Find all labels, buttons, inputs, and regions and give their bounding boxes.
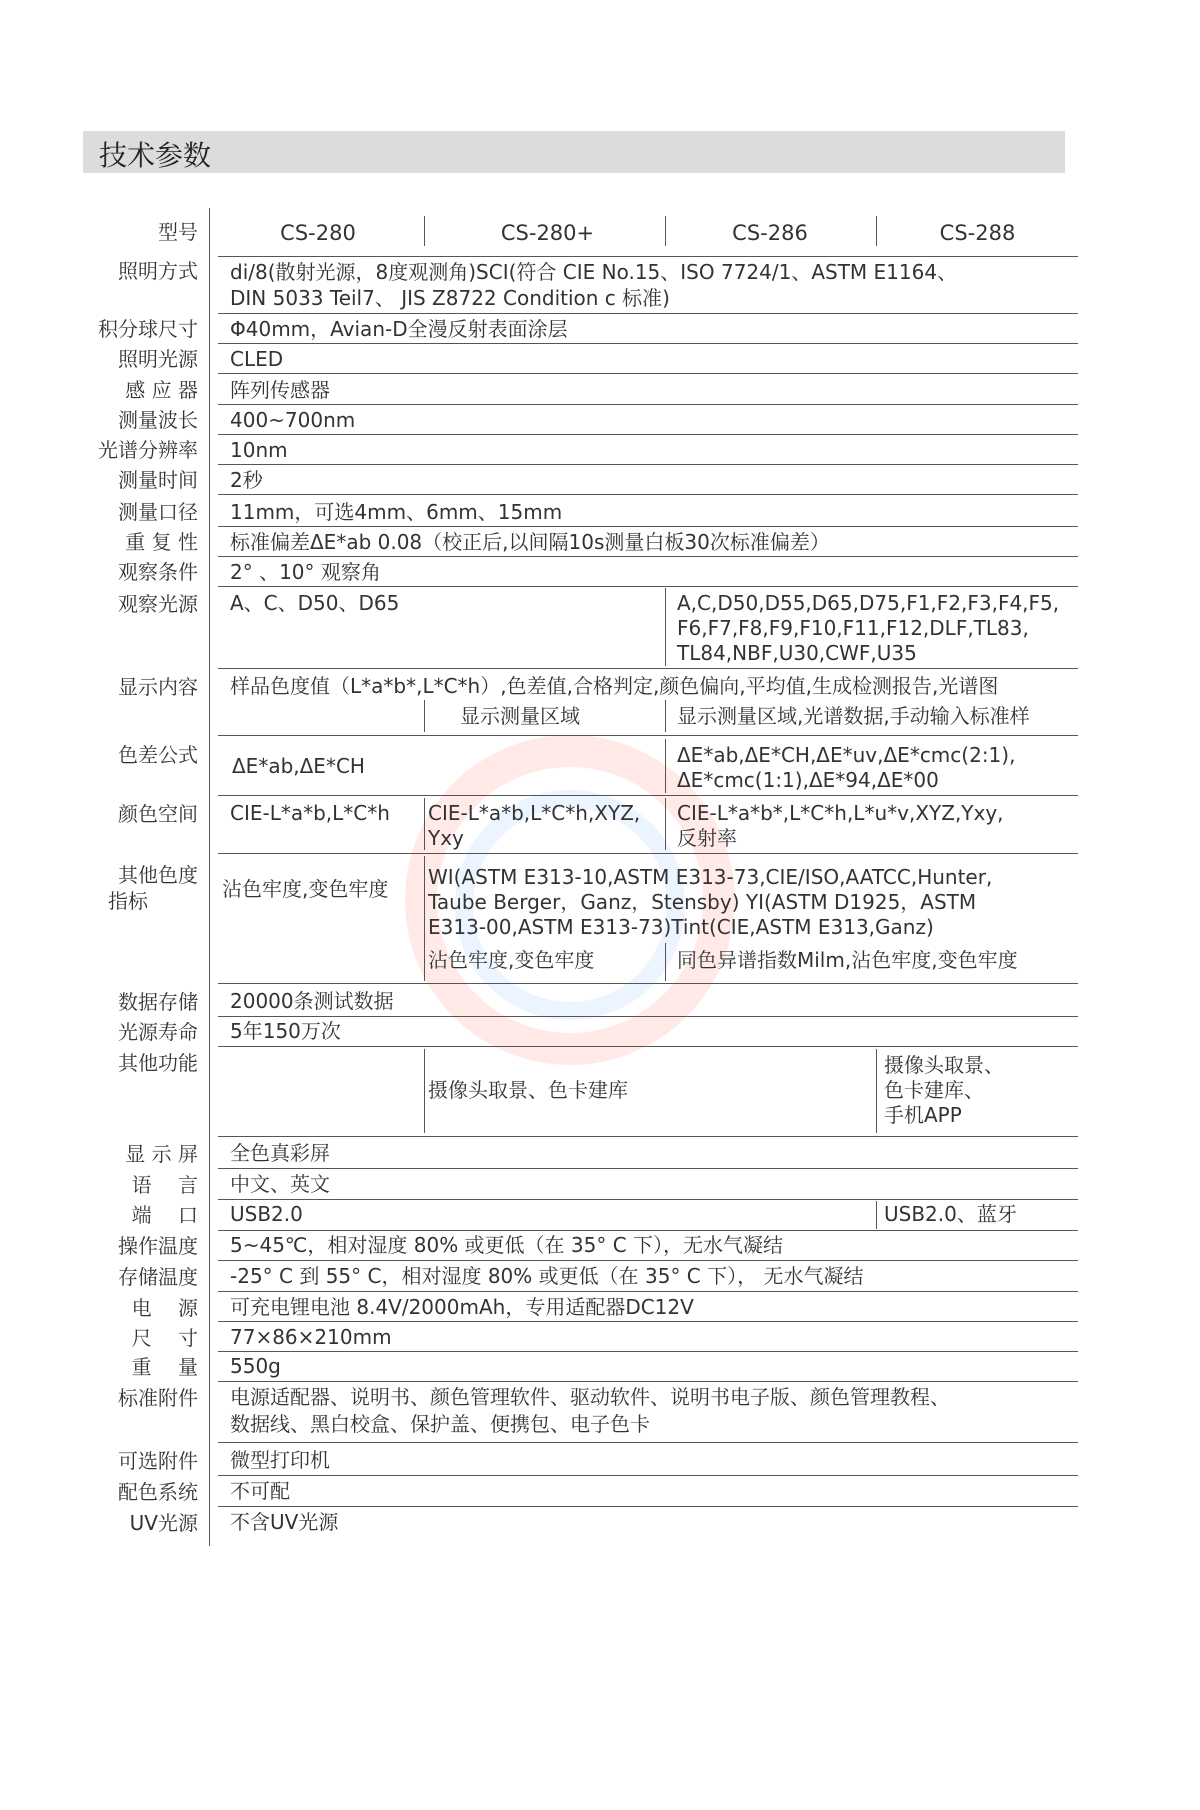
value-light-source: CLED: [230, 347, 284, 371]
section-title: 技术参数: [99, 139, 212, 172]
row-divider: [218, 556, 1078, 557]
label-optional-accessories: 可选附件: [118, 1449, 198, 1473]
col-divider: [424, 700, 425, 732]
label-model: 型号: [158, 220, 198, 244]
row-divider: [218, 404, 1078, 405]
value-resolution: 10nm: [230, 438, 288, 462]
section-title-bar: [83, 131, 1065, 173]
col-divider: [876, 216, 877, 246]
col-divider: [876, 1201, 877, 1229]
value-lighting-mode-line1: di/8(散射光源，8度观测角)SCI(符合 CIE No.15、ISO 7724/1、ASTM E1164、: [230, 260, 958, 284]
label-other-functions: 其他功能: [118, 1051, 198, 1075]
value-standard-accessories-line2: 数据线、黑白校盒、保护盖、便携包、电子色卡: [230, 1412, 650, 1436]
value-color-space-full-line1: CIE-L*a*b*,L*C*h,L*u*v,XYZ,Yxy,: [677, 801, 1004, 825]
row-divider: [218, 434, 1078, 435]
row-divider: [218, 343, 1078, 344]
value-display-area-full: 显示测量区域,光谱数据,手动输入标准样: [677, 704, 1030, 728]
label-storage: 数据存储: [118, 990, 198, 1014]
row-divider: [218, 313, 1078, 314]
value-weight: 550g: [230, 1354, 281, 1378]
value-color-space-mid-line2: Yxy: [428, 826, 464, 850]
value-other-index-basic: 沾色牢度,变色牢度: [222, 877, 389, 901]
col-divider: [665, 943, 666, 981]
label-operating-temp: 操作温度: [118, 1234, 198, 1258]
value-other-index-wi-line2: Taube Berger，Ganz，Stensby) YI(ASTM D1925，ASTM: [428, 890, 977, 914]
model-cs-286: CS-286: [732, 221, 808, 245]
value-formula-full-line1: ΔE*ab,ΔE*CH,ΔE*uv,ΔE*cmc(2:1),: [677, 743, 1016, 767]
row-divider: [218, 586, 1078, 587]
row-divider: [218, 526, 1078, 527]
label-wavelength: 测量波长: [118, 408, 198, 432]
value-port-bluetooth: USB2.0、蓝牙: [884, 1202, 1017, 1226]
value-display-area: 显示测量区域: [460, 704, 580, 728]
value-storage: 20000条测试数据: [230, 989, 394, 1013]
row-divider: [218, 1136, 1078, 1137]
value-power: 可充电锂电池 8.4V/2000mAh，专用适配器DC12V: [230, 1295, 694, 1319]
row-divider: [218, 1442, 1078, 1443]
value-color-system: 不可配: [230, 1479, 290, 1503]
col-divider: [876, 1049, 877, 1133]
value-formula-basic: ΔE*ab,ΔE*CH: [232, 754, 365, 778]
row-divider: [218, 494, 1078, 495]
label-standard-accessories: 标准附件: [118, 1386, 198, 1410]
col-divider: [424, 856, 425, 981]
value-other-index-wi-line1: WI(ASTM E313-10,ASTM E313-73,CIE/ISO,AATCC,Hunter,: [428, 865, 993, 889]
col-divider: [424, 798, 425, 850]
label-lighting-mode: 照明方式: [118, 259, 198, 283]
value-sensor: 阵列传感器: [230, 378, 330, 402]
row-divider: [218, 1046, 1078, 1047]
label-aperture: 测量口径: [118, 500, 198, 524]
value-illuminant-full-line3: TL84,NBF,U30,CWF,U35: [677, 641, 917, 665]
row-divider: [218, 853, 1078, 854]
row-divider: [218, 1016, 1078, 1017]
col-divider: [665, 798, 666, 850]
row-divider: [218, 1168, 1078, 1169]
value-color-space-basic: CIE-L*a*b,L*C*h: [230, 801, 390, 825]
value-wavelength: 400~700nm: [230, 408, 356, 432]
col-divider: [665, 588, 666, 666]
label-display-content: 显示内容: [118, 675, 198, 699]
value-standard-accessories-line1: 电源适配器、说明书、颜色管理软件、驱动软件、说明书电子版、颜色管理教程、: [230, 1385, 950, 1409]
value-repeatability: 标准偏差ΔE*ab 0.08（校正后,以间隔10s测量白板30次标准偏差）: [230, 530, 830, 554]
value-color-space-mid-line1: CIE-L*a*b,L*C*h,XYZ,: [428, 801, 641, 825]
label-port: 端 口: [131, 1203, 198, 1227]
value-lighting-mode-line2: DIN 5033 Teil7、 JIS Z8722 Condition c 标准): [230, 286, 670, 310]
row-divider: [218, 464, 1078, 465]
row-divider: [218, 1291, 1078, 1292]
label-power: 电 源: [131, 1296, 198, 1320]
value-formula-full-line2: ΔE*cmc(1:1),ΔE*94,ΔE*00: [677, 768, 939, 792]
value-illuminant-full-line1: A,C,D50,D55,D65,D75,F1,F2,F3,F4,F5,: [677, 591, 1060, 615]
label-size: 尺 寸: [131, 1326, 198, 1350]
value-size: 77×86×210mm: [230, 1325, 392, 1349]
value-screen: 全色真彩屏: [230, 1141, 330, 1165]
col-divider: [424, 1049, 425, 1133]
value-storage-temp: -25° C 到 55° C，相对湿度 80% 或更低（在 35° C 下）， 无水气凝结: [230, 1264, 864, 1288]
value-other-functions-full-line1: 摄像头取景、: [884, 1053, 1004, 1077]
label-resolution: 光谱分辨率: [98, 438, 198, 462]
value-other-functions-full-line3: 手机APP: [884, 1103, 962, 1127]
value-sphere: Φ40mm，Avian-D全漫反射表面涂层: [230, 317, 568, 341]
row-divider: [218, 256, 1078, 257]
value-illuminant-basic: A、C、D50、D65: [230, 591, 400, 615]
label-time: 测量时间: [118, 468, 198, 492]
value-color-space-full-line2: 反射率: [677, 826, 737, 850]
label-weight: 重 量: [131, 1355, 198, 1379]
value-lifetime: 5年150万次: [230, 1019, 341, 1043]
row-divider: [218, 983, 1078, 984]
row-divider: [218, 1506, 1078, 1507]
col-divider: [665, 739, 666, 793]
value-illuminant-full-line2: F6,F7,F8,F9,F10,F11,F12,DLF,TL83,: [677, 616, 1029, 640]
label-color-space: 颜色空间: [118, 802, 198, 826]
value-display-content: 样品色度值（L*a*b*,L*C*h）,色差值,合格判定,颜色偏向,平均值,生成检测报告,光谱图: [230, 674, 999, 698]
row-divider: [218, 1230, 1078, 1231]
row-divider: [218, 795, 1078, 796]
row-divider: [218, 373, 1078, 374]
row-divider: [218, 1475, 1078, 1476]
label-uv-source: UV光源: [129, 1511, 198, 1535]
value-other-index-full: 同色异谱指数Milm,沾色牢度,变色牢度: [677, 948, 1018, 972]
label-column-divider: [209, 208, 210, 1546]
value-uv-source: 不含UV光源: [230, 1510, 339, 1534]
value-port: USB2.0: [230, 1202, 303, 1226]
label-sensor: 感 应 器: [125, 378, 198, 402]
label-language: 语 言: [131, 1173, 198, 1197]
model-cs-288: CS-288: [939, 221, 1016, 245]
model-cs-280-plus: CS-280+: [500, 221, 595, 245]
label-screen: 显 示 屏: [125, 1142, 198, 1166]
value-time: 2秒: [230, 468, 263, 492]
label-color-system: 配色系统: [118, 1480, 198, 1504]
label-formula: 色差公式: [118, 743, 198, 767]
label-other-index-line2: 指标: [108, 889, 148, 913]
value-observer: 2° 、10° 观察角: [230, 560, 381, 584]
row-divider: [218, 1321, 1078, 1322]
col-divider: [424, 216, 425, 246]
label-repeatability: 重 复 性: [125, 530, 198, 554]
value-aperture: 11mm，可选4mm、6mm、15mm: [230, 500, 563, 524]
value-other-functions-full-line2: 色卡建库、: [884, 1078, 984, 1102]
row-divider: [218, 1260, 1078, 1261]
label-sphere: 积分球尺寸: [98, 317, 198, 341]
row-divider: [218, 735, 1078, 736]
label-light-source: 照明光源: [118, 347, 198, 371]
label-observer: 观察条件: [118, 560, 198, 584]
label-illuminant: 观察光源: [118, 592, 198, 616]
value-optional-accessories: 微型打印机: [230, 1448, 330, 1472]
row-divider: [218, 1381, 1078, 1382]
row-divider: [218, 668, 1078, 669]
value-operating-temp: 5~45℃，相对湿度 80% 或更低（在 35° C 下），无水气凝结: [230, 1233, 784, 1257]
value-other-index-mid: 沾色牢度,变色牢度: [428, 948, 595, 972]
label-other-index-line1: 其他色度: [118, 863, 198, 887]
label-lifetime: 光源寿命: [118, 1020, 198, 1044]
col-divider: [665, 700, 666, 732]
model-cs-280: CS-280: [280, 221, 356, 245]
row-divider: [218, 1199, 1078, 1200]
col-divider: [665, 216, 666, 246]
value-other-index-wi-line3: E313-00,ASTM E313-73)Tint(CIE,ASTM E313,Ganz): [428, 915, 934, 939]
value-other-functions-mid: 摄像头取景、色卡建库: [428, 1078, 628, 1102]
label-storage-temp: 存储温度: [118, 1265, 198, 1289]
value-language: 中文、英文: [230, 1172, 330, 1196]
row-divider: [218, 1351, 1078, 1352]
